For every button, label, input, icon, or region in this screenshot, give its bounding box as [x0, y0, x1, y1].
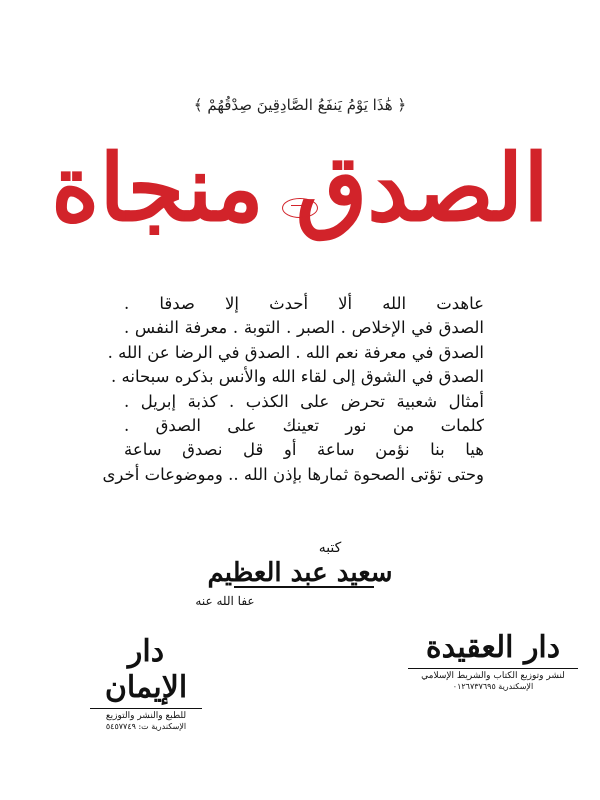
topic-line: أمثال شعبية تحرض على الكذب . كذبة إبريل . [124, 391, 484, 411]
topic-line: الصدق في الإخلاص . الصبر . التوبة . معرفة النفس . [124, 318, 484, 338]
publisher-left-logo [90, 634, 202, 731]
by-label: كتبه [318, 540, 342, 556]
publisher-right-logo [408, 630, 578, 691]
author-blessing: عفا الله عنه [195, 593, 255, 608]
topics-list [102, 292, 484, 487]
publisher-left-phone: الإسكندرية ت: ٥٤٥٧٧٤٩ [105, 722, 187, 731]
topic-line: الصدق في معرفة نعم الله . الصدق في الرضا عن الله . [107, 342, 484, 362]
topic-line: كلمات من نور تعينك على الصدق . [124, 416, 484, 436]
topic-line: هيا بنا نؤمن ساعة أو قل نصدق ساعة [124, 440, 484, 460]
book-title: الصدق منجاة [51, 134, 549, 242]
topic-line: عاهدت الله ألا أحدث إلا صدقا . [124, 294, 484, 313]
publisher-left-name: دار الإيمان [90, 634, 202, 709]
topic-line: وحتى تؤتى الصحوة ثمارها بإذن الله .. وموضوعات أخرى [102, 464, 484, 484]
topic-line: الصدق في الشوق إلى لقاء الله والأنس بذكره سبحانه . [111, 367, 484, 387]
author-block [0, 540, 600, 608]
publisher-right-phone: الإسكندرية ٠١٢٦٧٣٧٦٩٥ [452, 682, 534, 691]
publisher-right-name: دار العقيدة [408, 630, 578, 669]
calligraphy-seal-icon [282, 198, 318, 218]
publisher-right-tagline: لنشر وتوزيع الكتاب والشريط الإسلامي [421, 671, 565, 681]
quran-verse: ﴿ هَٰذَا يَوْمُ يَنفَعُ الصَّادِقِينَ صِدْقُهُمْ ﴾ [193, 96, 407, 114]
author-name: سعيد عبد العظيم [0, 558, 600, 588]
publisher-left-tagline: للطبع والنشر والتوزيع [105, 711, 187, 721]
